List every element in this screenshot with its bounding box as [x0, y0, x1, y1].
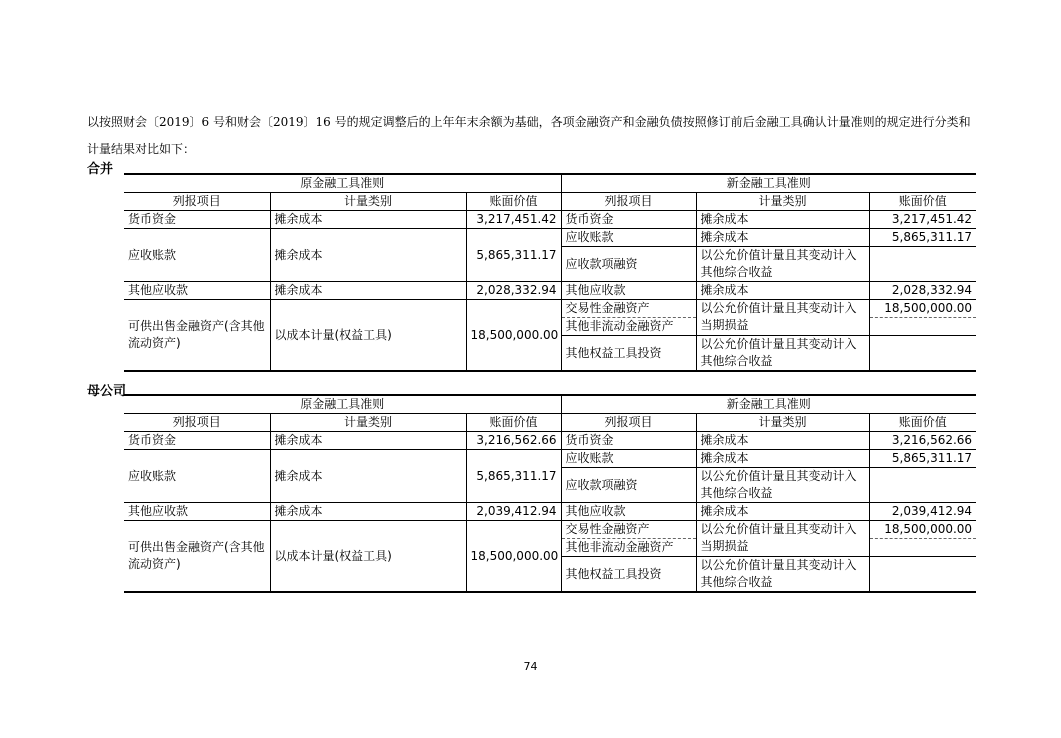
table-row: [124, 282, 976, 300]
new-standard-header: 新金融工具准则: [561, 396, 976, 414]
table-row: [124, 450, 976, 468]
cell: 摊余成本: [696, 450, 869, 468]
col-header-item: 列报项目: [124, 193, 270, 211]
cell: 5,865,311.17: [869, 229, 976, 247]
section-title-consolidated: 合并: [87, 162, 114, 177]
table-row: [124, 175, 976, 193]
cell: 交易性金融资产: [561, 300, 696, 318]
cell: 应收账款: [561, 450, 696, 468]
cell: 以公允价值计量且其变动计入当期损益: [696, 521, 869, 557]
table-row: [124, 414, 976, 432]
cell: 货币资金: [561, 211, 696, 229]
cell: 18,500,000.00: [869, 300, 976, 318]
cell: 摊余成本: [270, 282, 466, 300]
cell: 其他权益工具投资: [561, 336, 696, 372]
cell: 2,028,332.94: [466, 282, 561, 300]
cell: 3,216,562.66: [869, 432, 976, 450]
col-header-category: 计量类别: [270, 414, 466, 432]
cell: 摊余成本: [270, 503, 466, 521]
cell: 可供出售金融资产(含其他流动资产): [124, 300, 270, 372]
table-row: [124, 193, 976, 211]
cell: 5,865,311.17: [869, 450, 976, 468]
cell: 摊余成本: [270, 229, 466, 282]
cell: 以成本计量(权益工具): [270, 521, 466, 593]
cell: 其他权益工具投资: [561, 557, 696, 593]
cell: 5,865,311.17: [466, 229, 561, 282]
section-title-parent: 母公司: [87, 384, 127, 399]
cell: 其他非流动金融资产: [561, 539, 696, 557]
comparison-table-parent: [124, 396, 976, 593]
cell: 5,865,311.17: [466, 450, 561, 503]
cell: 以公允价值计量且其变动计入其他综合收益: [696, 468, 869, 503]
cell: 3,217,451.42: [466, 211, 561, 229]
cell: 18,500,000.00: [466, 300, 561, 372]
table-row: [124, 229, 976, 247]
cell: 摊余成本: [696, 282, 869, 300]
cell: 2,028,332.94: [869, 282, 976, 300]
cell: 应收款项融资: [561, 468, 696, 503]
cell: 以成本计量(权益工具): [270, 300, 466, 372]
cell: 以公允价值计量且其变动计入当期损益: [696, 300, 869, 336]
col-header-item: 列报项目: [561, 414, 696, 432]
cell: 货币资金: [124, 432, 270, 450]
table-row: [124, 300, 976, 318]
old-standard-header: 原金融工具准则: [124, 396, 561, 414]
comparison-table-consolidated: [124, 175, 976, 372]
cell: 18,500,000.00: [869, 521, 976, 539]
col-header-value: 账面价值: [869, 193, 976, 211]
cell: 应收款项融资: [561, 247, 696, 282]
table-row: [124, 521, 976, 539]
cell: [869, 247, 976, 282]
cell: 以公允价值计量且其变动计入其他综合收益: [696, 557, 869, 593]
col-header-category: 计量类别: [696, 414, 869, 432]
cell: 摊余成本: [270, 211, 466, 229]
cell: [869, 468, 976, 503]
cell: 3,217,451.42: [869, 211, 976, 229]
cell: 交易性金融资产: [561, 521, 696, 539]
cell: [869, 557, 976, 593]
cell: [869, 539, 976, 557]
cell: 以公允价值计量且其变动计入其他综合收益: [696, 247, 869, 282]
new-standard-header: 新金融工具准则: [561, 175, 976, 193]
cell: 摊余成本: [270, 432, 466, 450]
cell: 摊余成本: [696, 211, 869, 229]
col-header-value: 账面价值: [466, 414, 561, 432]
cell: 2,039,412.94: [466, 503, 561, 521]
col-header-item: 列报项目: [561, 193, 696, 211]
col-header-category: 计量类别: [696, 193, 869, 211]
intro-paragraph: 以按照财会〔2019〕6 号和财会〔2019〕16 号的规定调整后的上年年末余额为基础，各项金融资产和金融负债按照修订前后金融工具确认计量准则的规定进行分类和计量结果对比如下：: [87, 115, 971, 156]
cell: [869, 336, 976, 372]
cell: 2,039,412.94: [869, 503, 976, 521]
col-header-category: 计量类别: [270, 193, 466, 211]
cell: 3,216,562.66: [466, 432, 561, 450]
cell: 摊余成本: [696, 229, 869, 247]
cell: 应收账款: [124, 450, 270, 503]
col-header-item: 列报项目: [124, 414, 270, 432]
cell: 以公允价值计量且其变动计入其他综合收益: [696, 336, 869, 372]
table-row: [124, 396, 976, 414]
col-header-value: 账面价值: [869, 414, 976, 432]
table-row: [124, 432, 976, 450]
cell: [869, 318, 976, 336]
cell: 货币资金: [124, 211, 270, 229]
table-row: [124, 211, 976, 229]
cell: 可供出售金融资产(含其他流动资产): [124, 521, 270, 593]
col-header-value: 账面价值: [466, 193, 561, 211]
cell: 摊余成本: [696, 503, 869, 521]
cell: 摊余成本: [270, 450, 466, 503]
cell: 货币资金: [561, 432, 696, 450]
table-row: [124, 503, 976, 521]
cell: 其他非流动金融资产: [561, 318, 696, 336]
old-standard-header: 原金融工具准则: [124, 175, 561, 193]
cell: 摊余成本: [696, 432, 869, 450]
page-number: 74: [523, 660, 538, 673]
cell: 其他应收款: [561, 282, 696, 300]
cell: 其他应收款: [124, 282, 270, 300]
cell: 应收账款: [561, 229, 696, 247]
cell: 其他应收款: [124, 503, 270, 521]
cell: 应收账款: [124, 229, 270, 282]
cell: 18,500,000.00: [466, 521, 561, 593]
cell: 其他应收款: [561, 503, 696, 521]
